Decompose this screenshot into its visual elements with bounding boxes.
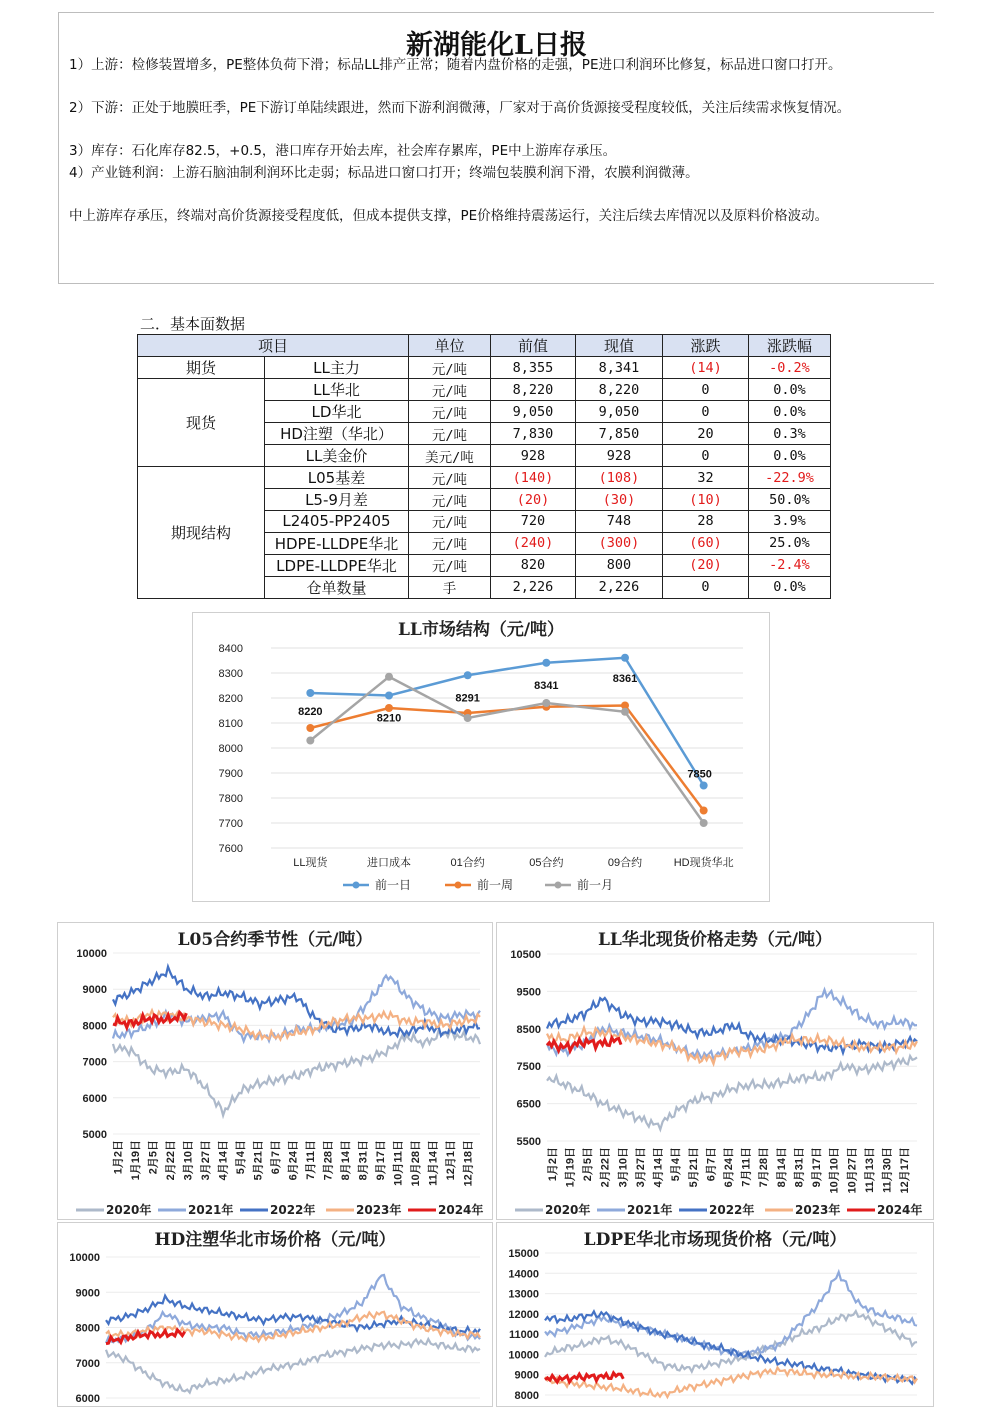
x-tick-label: 10月11日: [392, 1140, 405, 1186]
header-chg: 涨跌: [663, 335, 749, 357]
x-tick-label: 2月22日: [599, 1147, 612, 1188]
row-curr-value: 7,850: [576, 423, 663, 445]
legend-marker: [353, 882, 360, 889]
table-row: [138, 379, 831, 401]
series-line: [310, 658, 703, 786]
row-item-name: LL主力: [265, 357, 409, 379]
x-tick-label: 6月7日: [705, 1147, 718, 1182]
header-prev: 前值: [491, 335, 576, 357]
group-label: 期货: [138, 357, 265, 379]
x-tick-label: 1月2日: [546, 1147, 559, 1182]
row-unit: 元/吨: [409, 489, 491, 511]
data-label: 8210: [376, 712, 402, 725]
x-tick-label: 12月1日: [444, 1140, 457, 1181]
legend-label: 2021年: [188, 1203, 234, 1217]
row-change: 0: [663, 445, 749, 467]
x-tick-label: 5月21日: [687, 1147, 700, 1188]
row-change-pct: 0.3%: [749, 423, 831, 445]
ldpe-huabei-svg: [497, 1223, 933, 1406]
row-change: 32: [663, 467, 749, 489]
point-upstream: 1）上游：检修装置增多，PE整体负荷下滑；标品LL排产正常；随着内盘价格的走强，PE进口利润环比修复，标品进口窗口打开。: [69, 57, 842, 73]
row-change: (60): [663, 532, 749, 554]
x-tick-label: 6月24日: [287, 1140, 300, 1181]
row-prev-value: 820: [491, 554, 576, 576]
y-tick-label: 5500: [516, 1136, 541, 1148]
ll-huabei-spot-svg: [497, 923, 933, 1219]
row-change: (10): [663, 489, 749, 511]
chart-title: LL华北现货价格走势（元/吨）: [597, 930, 833, 950]
header-curr: 现值: [576, 335, 663, 357]
data-point: [464, 714, 472, 722]
x-tick-label: LL现货: [293, 857, 328, 869]
legend-label: 2023年: [795, 1203, 841, 1217]
row-change-pct: 0.0%: [749, 445, 831, 467]
y-tick-label: 7000: [82, 1056, 107, 1069]
row-item-name: HDPE-LLDPE华北: [265, 532, 409, 554]
y-tick-label: 11000: [509, 1329, 539, 1342]
row-prev-value: 8,355: [491, 357, 576, 379]
series-line: [310, 706, 703, 811]
row-prev-value: (20): [491, 489, 576, 511]
y-tick-label: 10000: [76, 948, 107, 960]
y-tick-label: 10000: [69, 1252, 100, 1264]
x-tick-label: 8月14日: [339, 1140, 352, 1181]
row-prev-value: 8,220: [491, 379, 576, 401]
y-tick-label: 9000: [75, 1287, 100, 1300]
y-tick-label: 6000: [82, 1092, 107, 1105]
x-tick-label: 01合约: [450, 857, 485, 869]
row-unit: 元/吨: [409, 554, 491, 576]
chart-title: LDPE华北市场现货价格（元/吨）: [583, 1230, 847, 1250]
row-curr-value: 800: [576, 554, 663, 576]
x-tick-label: 8月14日: [775, 1147, 788, 1188]
legend-label: 2020年: [545, 1203, 591, 1217]
chart-ll-structure: [192, 612, 770, 902]
y-tick-label: 8000: [82, 1020, 107, 1033]
legend-label: 前一日: [375, 878, 412, 892]
y-tick-label: 9000: [82, 984, 107, 997]
legend-label: 2022年: [270, 1203, 316, 1217]
y-tick-label: 6000: [75, 1393, 100, 1405]
row-change-pct: -22.9%: [749, 467, 831, 489]
x-tick-label: 1月19日: [564, 1147, 577, 1188]
data-point: [385, 692, 393, 700]
chart-hd-injection: [57, 1222, 493, 1407]
y-tick-label: 9500: [516, 986, 541, 999]
legend-marker: [555, 882, 562, 889]
y-tick-label: 7000: [75, 1357, 100, 1370]
series-line: [310, 677, 703, 823]
row-change: (14): [663, 357, 749, 379]
legend-label: 2021年: [627, 1203, 673, 1217]
data-point: [385, 704, 393, 712]
y-tick-label: 10500: [510, 949, 541, 961]
data-label: 8220: [298, 706, 323, 718]
row-unit: 元/吨: [409, 357, 491, 379]
y-tick-label: 12000: [508, 1308, 539, 1321]
x-tick-label: 6月7日: [270, 1140, 283, 1175]
chart-title: LL市场结构（元/吨）: [397, 620, 565, 640]
legend-label: 前一月: [577, 878, 614, 892]
row-item-name: L05基差: [265, 467, 409, 489]
y-tick-label: 7600: [218, 843, 243, 855]
row-prev-value: 7,830: [491, 423, 576, 445]
series-line: [106, 1339, 480, 1393]
legend-label: 2023年: [356, 1203, 402, 1217]
chart-ldpe-huabei: [496, 1222, 934, 1407]
x-tick-label: 10月27日: [846, 1147, 859, 1194]
row-prev-value: 9,050: [491, 401, 576, 423]
x-tick-label: 11月14日: [427, 1140, 440, 1186]
data-point: [621, 654, 629, 662]
data-point: [306, 689, 314, 697]
legend-label: 2024年: [438, 1203, 484, 1217]
row-curr-value: 9,050: [576, 401, 663, 423]
y-tick-label: 15000: [508, 1248, 539, 1260]
chart-title: L05合约季节性（元/吨）: [177, 930, 373, 950]
group-label: 现货: [138, 379, 265, 467]
point-profit: 4）产业链利润：上游石脑油制利润环比走弱；标品进口窗口打开；终端包装膜利润下滑，农膜利润微薄。: [69, 165, 699, 181]
row-curr-value: 2,226: [576, 576, 663, 598]
row-change: 0: [663, 401, 749, 423]
row-unit: 元/吨: [409, 467, 491, 489]
y-tick-label: 8100: [218, 718, 243, 730]
y-tick-label: 7500: [516, 1061, 541, 1074]
legend-label: 2022年: [709, 1203, 755, 1217]
x-tick-label: 3月10日: [182, 1140, 195, 1181]
row-prev-value: 720: [491, 511, 576, 533]
row-curr-value: (300): [576, 532, 663, 554]
data-point: [621, 708, 629, 716]
x-tick-label: 1月19日: [130, 1140, 143, 1181]
table-header-row: [138, 335, 831, 357]
fundamentals-table: [137, 334, 831, 599]
row-prev-value: 2,226: [491, 576, 576, 598]
row-change-pct: 0.0%: [749, 401, 831, 423]
row-item-name: L2405-PP2405: [265, 511, 409, 533]
x-tick-label: 7月11日: [740, 1147, 753, 1187]
legend-label: 2020年: [106, 1203, 152, 1217]
row-change: 28: [663, 511, 749, 533]
x-tick-label: 11月13日: [863, 1147, 876, 1193]
row-unit: 元/吨: [409, 532, 491, 554]
header-item: 项目: [138, 335, 409, 357]
series-line: [113, 976, 480, 1042]
row-change-pct: 25.0%: [749, 532, 831, 554]
x-tick-label: 10月10日: [828, 1147, 841, 1194]
y-tick-label: 6500: [516, 1098, 541, 1111]
row-item-name: HD注塑（华北）: [265, 423, 409, 445]
x-tick-label: 12月18日: [462, 1140, 475, 1187]
x-tick-label: 进口成本: [367, 857, 411, 869]
row-item-name: LL华北: [265, 379, 409, 401]
row-item-name: L5-9月差: [265, 489, 409, 511]
x-tick-label: 3月27日: [634, 1147, 647, 1188]
x-tick-label: 10月28日: [409, 1140, 422, 1187]
row-change: 20: [663, 423, 749, 445]
y-tick-label: 9000: [514, 1369, 539, 1382]
point-inventory: 3）库存：石化库存82.5，+0.5，港口库存开始去库，社会库存累库，PE中上游库存承压。: [69, 143, 617, 159]
data-label: 7850: [687, 768, 712, 781]
row-change: 0: [663, 576, 749, 598]
data-point: [542, 659, 550, 667]
data-label: 8291: [455, 692, 480, 705]
series-line: [545, 1368, 917, 1397]
row-prev-value: (140): [491, 467, 576, 489]
y-tick-label: 8000: [218, 743, 243, 755]
row-unit: 元/吨: [409, 379, 491, 401]
y-tick-label: 7900: [218, 768, 243, 780]
x-tick-label: 9月17日: [374, 1140, 387, 1181]
y-tick-label: 7700: [218, 818, 243, 830]
data-point: [306, 737, 314, 745]
y-tick-label: 7800: [218, 793, 243, 805]
row-change-pct: 0.0%: [749, 576, 831, 598]
row-curr-value: 748: [576, 511, 663, 533]
row-item-name: LDPE-LLDPE华北: [265, 554, 409, 576]
x-tick-label: 7月11日: [304, 1140, 317, 1180]
row-change: 0: [663, 379, 749, 401]
row-curr-value: 8,220: [576, 379, 663, 401]
data-point: [700, 819, 708, 827]
row-change-pct: 3.9%: [749, 511, 831, 533]
report-header-box: [58, 12, 934, 284]
data-label: 8361: [612, 672, 638, 685]
chart-l05-seasonal: [57, 922, 493, 1220]
x-tick-label: HD现货华北: [673, 857, 734, 869]
y-tick-label: 8000: [514, 1390, 539, 1402]
series-line: [547, 1056, 917, 1129]
x-tick-label: 3月10日: [617, 1147, 630, 1188]
row-unit: 元/吨: [409, 401, 491, 423]
x-tick-label: 7月28日: [322, 1140, 335, 1181]
x-tick-label: 2月5日: [582, 1147, 595, 1182]
row-change: (20): [663, 554, 749, 576]
y-tick-label: 14000: [508, 1268, 539, 1281]
y-tick-label: 10000: [508, 1349, 539, 1362]
x-tick-label: 4月14日: [217, 1140, 230, 1181]
chart-title: HD注塑华北市场价格（元/吨）: [154, 1230, 396, 1250]
x-tick-label: 8月31日: [357, 1140, 370, 1181]
section-title: 二．基本面数据: [140, 315, 246, 333]
y-tick-label: 8500: [516, 1023, 541, 1036]
row-item-name: LL美金价: [265, 445, 409, 467]
data-point: [464, 671, 472, 679]
chart-ll-huabei-spot: [496, 922, 934, 1220]
x-tick-label: 9月17日: [811, 1147, 824, 1188]
x-tick-label: 05合约: [529, 857, 564, 869]
group-label: 期现结构: [138, 467, 265, 599]
table-row: [138, 467, 831, 489]
x-tick-label: 7月28日: [758, 1147, 771, 1188]
row-change-pct: 0.0%: [749, 379, 831, 401]
row-curr-value: (30): [576, 489, 663, 511]
legend-label: 前一周: [477, 878, 514, 892]
row-unit: 手: [409, 576, 491, 598]
row-curr-value: (108): [576, 467, 663, 489]
y-tick-label: 5000: [82, 1129, 107, 1141]
header-pct: 涨跌幅: [749, 335, 831, 357]
row-change-pct: -2.4%: [749, 554, 831, 576]
report-title: 新湖能化L日报: [406, 30, 587, 61]
x-tick-label: 4月14日: [652, 1147, 665, 1188]
x-tick-label: 5月4日: [670, 1147, 683, 1182]
y-tick-label: 8300: [218, 668, 243, 680]
x-tick-label: 11月30日: [881, 1147, 894, 1193]
row-item-name: LD华北: [265, 401, 409, 423]
data-point: [385, 673, 393, 681]
series-line: [113, 1030, 480, 1115]
row-item-name: 仓单数量: [265, 576, 409, 598]
row-prev-value: (240): [491, 532, 576, 554]
legend-marker: [455, 882, 462, 889]
row-unit: 元/吨: [409, 423, 491, 445]
row-unit: 美元/吨: [409, 445, 491, 467]
y-tick-label: 13000: [508, 1288, 539, 1301]
x-tick-label: 1月2日: [112, 1140, 125, 1175]
l05-seasonal-svg: [58, 923, 492, 1219]
row-curr-value: 8,341: [576, 357, 663, 379]
ll-structure-svg: [193, 613, 769, 901]
row-unit: 元/吨: [409, 511, 491, 533]
x-tick-label: 3月27日: [200, 1140, 213, 1181]
x-tick-label: 09合约: [607, 857, 643, 869]
header-unit: 单位: [409, 335, 491, 357]
x-tick-label: 2月5日: [147, 1140, 160, 1175]
x-tick-label: 6月24日: [723, 1147, 735, 1188]
data-point: [700, 782, 708, 790]
row-curr-value: 928: [576, 445, 663, 467]
table-row: [138, 357, 831, 379]
row-change-pct: -0.2%: [749, 357, 831, 379]
summary-text: 中上游库存承压，终端对高价货源接受程度低，但成本提供支撑，PE价格维持震荡运行，关注后续去库情况以及原料价格波动。: [69, 208, 829, 224]
data-point: [700, 807, 708, 815]
data-label: 8341: [534, 679, 559, 692]
x-tick-label: 8月31日: [793, 1147, 806, 1188]
x-tick-label: 2月22日: [165, 1140, 178, 1181]
data-point: [306, 724, 314, 732]
y-tick-label: 8400: [218, 643, 243, 655]
x-tick-label: 5月21日: [252, 1140, 265, 1181]
y-tick-label: 8200: [218, 693, 243, 705]
point-downstream: 2）下游：正处于地膜旺季，PE下游订单陆续跟进，然而下游利润微薄，厂家对于高价货源接受程度较低，关注后续需求恢复情况。: [69, 100, 851, 116]
y-tick-label: 8000: [75, 1322, 100, 1335]
x-tick-label: 12月17日: [899, 1147, 912, 1194]
x-tick-label: 5月4日: [235, 1140, 248, 1175]
legend-label: 2024年: [877, 1203, 923, 1217]
row-prev-value: 928: [491, 445, 576, 467]
row-change-pct: 50.0%: [749, 489, 831, 511]
data-point: [542, 699, 550, 707]
hd-injection-svg: [58, 1223, 492, 1406]
